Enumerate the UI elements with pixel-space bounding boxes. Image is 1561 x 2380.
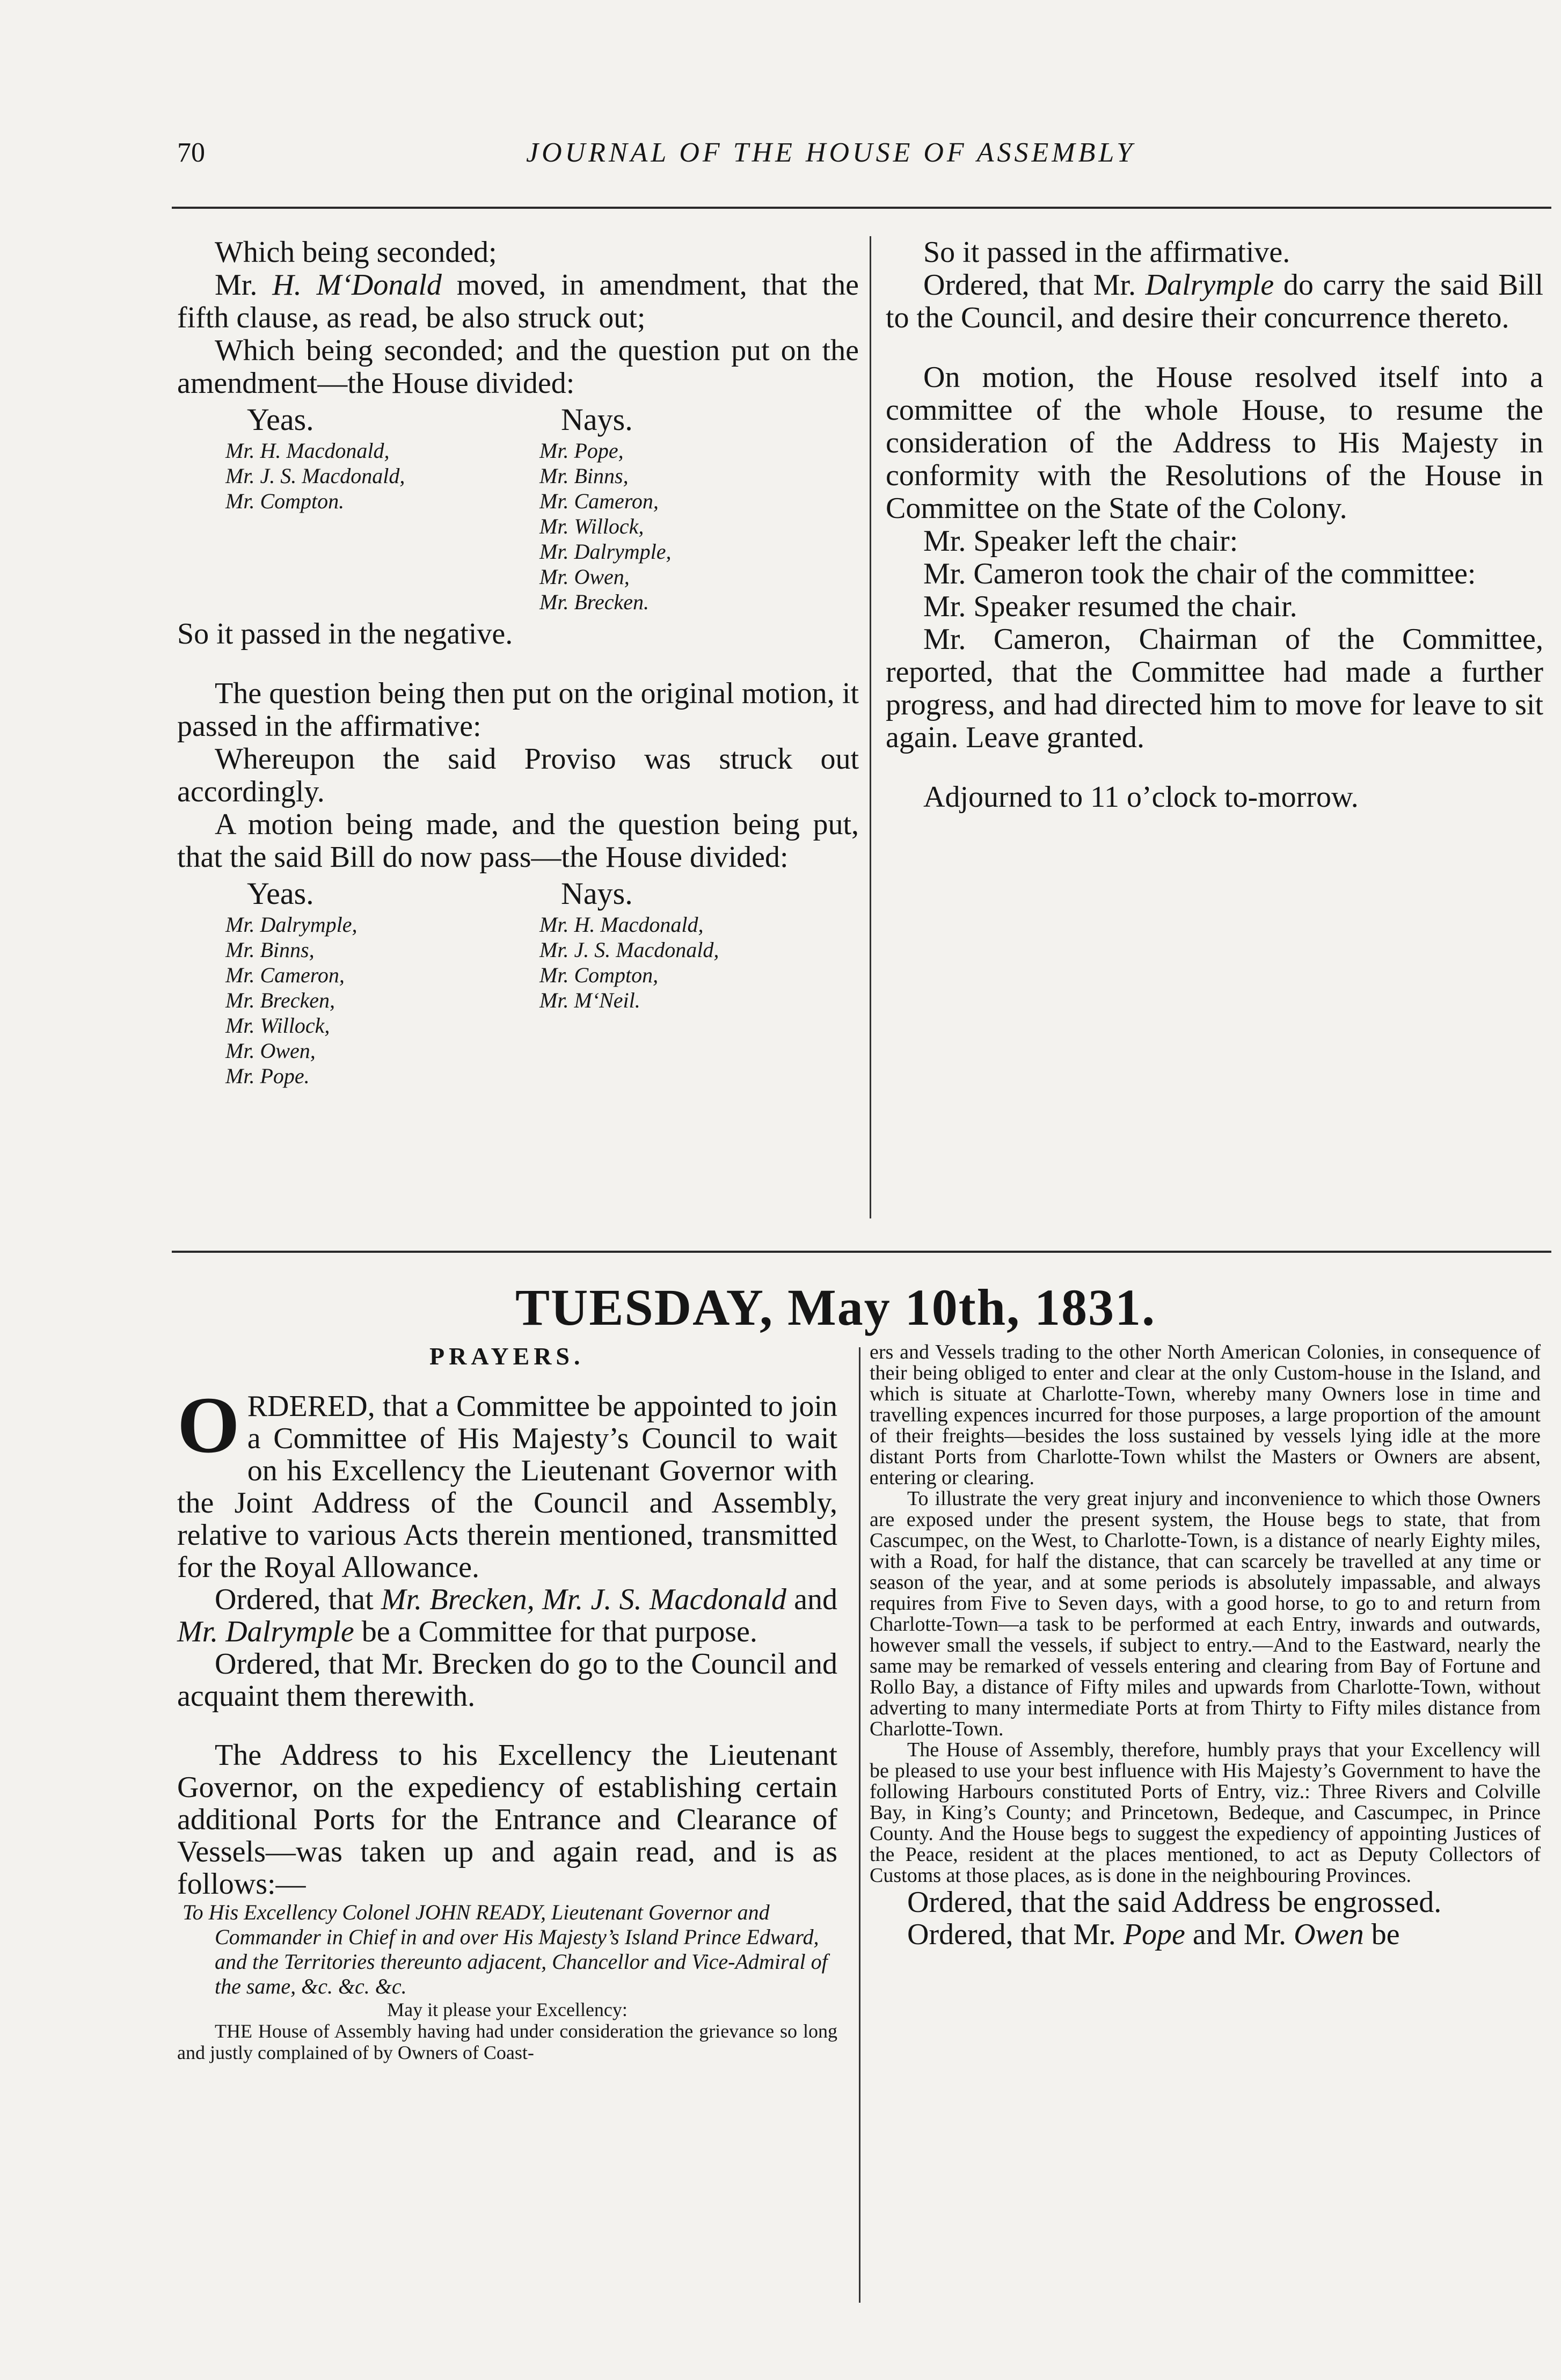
- yeas-names: [177, 912, 518, 1089]
- text: Ordered, that: [215, 1583, 381, 1616]
- member-name: Mr. Owen,: [539, 565, 630, 589]
- text: and: [786, 1583, 838, 1616]
- spacer: [886, 754, 1543, 781]
- member-name: Mr. Owen,: [225, 1039, 316, 1063]
- nays-names: [518, 912, 859, 1013]
- member-name: Mr. Willock,: [225, 1013, 330, 1038]
- section-rule: [172, 1251, 1551, 1253]
- member-name: Mr. H. Macdonald,: [225, 439, 390, 463]
- paragraph: The Address to his Excellency the Lieutenant Governor, on the expediency of establishing certain additional Ports for the Entrance and Clearance of Vessels—was taken up and again read, and is as follows:—: [177, 1739, 837, 1901]
- text: RDERED, that a Committee be appointed to join a Committee of His Majesty’s Council to wait on his Excellency the Lieutenant Governor with the Joint Address of the Council and Assembly, relative to various Acts therein mentioned, transmitted for the Royal Allowance.: [177, 1390, 837, 1584]
- paragraph: Mr. Cameron, Chairman of the Committee, reported, that the Committee had made a further progress, and had directed him to move for leave to sit again. Leave granted.: [886, 623, 1543, 754]
- yeas-label: Yeas.: [247, 876, 314, 911]
- column-divider: [870, 236, 871, 1218]
- yeas-names: [177, 438, 518, 514]
- page-number: 70: [177, 137, 205, 168]
- paragraph: Adjourned to 11 o’clock to-morrow.: [923, 780, 1359, 814]
- paragraph: On motion, the House resolved itself into a committee of the whole House, to resume the consideration of the Address to His Majesty in conformity with the Resolutions of the House in Committee on the State of the Colony.: [886, 361, 1543, 525]
- paragraph: [177, 269, 859, 334]
- paragraph: So it passed in the negative.: [177, 617, 513, 651]
- date-heading: TUESDAY, May 10th, 1831.: [515, 1279, 1156, 1336]
- drop-cap: O: [177, 1381, 240, 1470]
- running-title: JOURNAL OF THE HOUSE OF ASSEMBLY: [526, 137, 1136, 168]
- member-name: Mr. Pope,: [539, 439, 624, 463]
- member-name: H. M‘Donald: [272, 268, 442, 302]
- member-name: Owen: [1294, 1918, 1364, 1951]
- member-name: Mr. Pope.: [225, 1064, 310, 1088]
- member-name: Mr. Compton,: [539, 963, 659, 987]
- prayers-heading: PRAYERS.: [429, 1342, 585, 1370]
- member-name: Mr. H. Macdonald,: [539, 912, 704, 937]
- member-name: Mr. Brecken, Mr. J. S. Macdonald: [381, 1583, 786, 1616]
- text: Ordered, that Mr.: [923, 268, 1146, 302]
- paragraph: A motion being made, and the question being put, that the said Bill do now pass—the House divided:: [177, 808, 859, 874]
- division-list: [177, 877, 859, 1089]
- text: Mr.: [215, 268, 273, 302]
- right-column-lower: [870, 1342, 1541, 1951]
- address-paragraph: THE House of Assembly having had under consideration the grievance so long and justly complained of by Owners of Coast-: [177, 2020, 837, 2063]
- member-name: Dalrymple: [1145, 268, 1274, 302]
- nays-column: [518, 877, 859, 1089]
- column-divider: [859, 1347, 860, 2303]
- paragraph: [177, 1381, 837, 1584]
- paragraph: So it passed in the affirmative.: [923, 236, 1290, 269]
- member-name: Mr. Brecken.: [539, 590, 649, 614]
- text: Ordered, that Mr.: [907, 1918, 1124, 1951]
- text: be: [1363, 1918, 1400, 1951]
- division-list: [177, 403, 859, 615]
- paragraph: Which being seconded; and the question put on the amendment—the House divided:: [177, 334, 859, 400]
- left-column-upper: [177, 236, 859, 1092]
- right-column-upper: [886, 236, 1543, 814]
- header-rule: [172, 207, 1551, 209]
- member-name: Mr. Willock,: [539, 514, 644, 538]
- address-paragraph: To illustrate the very great injury and inconvenience to which those Owners are exposed under the present system, the House begs to state, that from Cascumpec, on the West, to Charlotte-Town, is a distance of nearly Eighty miles, with a Road, for half the distance, that can scarcely be travelled at any time or season of the year, and at some periods is absolutely impassable, and always requires from Five to Seven days, with a good horse, to go to and return from Charlotte-Town—a task to be performed at each Entry, inwards and outwards, however small the vessels, if subject to entry.—And to the Eastward, nearly the same may be remarked of vessels entering and clearing from Bay of Fortune and Rollo Bay, a distance of Fifty miles and upwards from Charlotte-Town, without adverting to many intermediate Ports at from Thirty to Fifty miles distance from Charlotte-Town.: [870, 1487, 1541, 1740]
- spacer: [177, 1712, 837, 1739]
- member-name: Mr. Brecken,: [225, 988, 335, 1012]
- yeas-label: Yeas.: [247, 402, 314, 437]
- member-name: Mr. Binns,: [225, 938, 315, 962]
- paragraph: [177, 1583, 837, 1648]
- nays-label: Nays.: [561, 402, 633, 437]
- may-it-please: May it please your Excellency:: [387, 1999, 628, 2020]
- member-name: Mr. Compton.: [225, 489, 345, 513]
- member-name: Mr. Cameron,: [225, 963, 345, 987]
- salutation: To His Excellency Colonel JOHN READY, Lieutenant Governor and Commander in Chief in and over His Majesty’s Island Prince Edward, and the Territories thereunto adjacent, Chancellor and Vice-Admiral of the same, &c. &c. &c.: [183, 1900, 828, 1998]
- nays-column: [518, 403, 859, 615]
- paragraph: Mr. Speaker resumed the chair.: [923, 590, 1297, 623]
- paragraph: Ordered, that Mr. Brecken do go to the Council and acquaint them therewith.: [177, 1647, 837, 1713]
- member-name: Mr. J. S. Macdonald,: [225, 464, 405, 488]
- text: do carry the said Bill to the Council, and desire their concurrence thereto.: [886, 268, 1543, 334]
- member-name: Mr. Dalrymple: [177, 1615, 354, 1648]
- nays-names: [518, 438, 859, 615]
- left-column-lower: [177, 1381, 838, 2063]
- member-name: Mr. M‘Neil.: [539, 988, 640, 1012]
- spacer: [177, 651, 859, 677]
- member-name: Mr. Cameron,: [539, 489, 659, 513]
- paragraph: Whereupon the said Proviso was struck out accordingly.: [177, 742, 859, 808]
- member-name: Mr. Binns,: [539, 464, 629, 488]
- member-name: Mr. Dalrymple,: [539, 539, 672, 564]
- member-name: Mr. Dalrymple,: [225, 912, 358, 937]
- paragraph: Mr. Cameron took the chair of the committee:: [923, 557, 1476, 590]
- paragraph: Which being seconded;: [215, 236, 497, 269]
- text: and Mr.: [1185, 1918, 1294, 1951]
- spacer: [886, 334, 1543, 361]
- member-name: Pope: [1123, 1918, 1185, 1951]
- paragraph: Mr. Speaker left the chair:: [923, 524, 1238, 558]
- paragraph: [886, 269, 1543, 334]
- text: moved, in amendment, that the fifth clause, as read, be also struck out;: [177, 268, 859, 334]
- paragraph: [870, 1918, 1541, 1951]
- nays-label: Nays.: [561, 876, 633, 911]
- member-name: Mr. J. S. Macdonald,: [539, 938, 719, 962]
- address-paragraph: The House of Assembly, therefore, humbly prays that your Excellency will be pleased to use your best influence with His Majesty’s Government to have the following Harbours constituted Ports of Entry, viz.: Three Rivers and Colville Bay, in King’s County; and Princetown, Bedeque, and Cascumpec, in Prince County. And the House begs to suggest the expediency of appointing Justices of the Peace, resident at the places mentioned, to act as Deputy Collectors of Customs at those places, as is done in the neighbouring Provinces.: [870, 1739, 1541, 1887]
- address-paragraph: ers and Vessels trading to the other North American Colonies, in consequence of their being obliged to enter and clear at the only Custom-house in the Island, and which is situate at Charlotte-Town, whereby many Owners lose in time and travelling expences incurred for those purposes, a large proportion of the amount of their freights—besides the loss sustained by vessels lying idle at the more distant Ports from Charlotte-Town whilst the Masters or Owners are absent, entering or clearing.: [870, 1341, 1541, 1489]
- paragraph: Ordered, that the said Address be engrossed.: [907, 1886, 1442, 1919]
- yeas-column: [177, 403, 518, 615]
- paragraph: The question being then put on the original motion, it passed in the affirmative:: [177, 677, 859, 743]
- text: be a Committee for that purpose.: [354, 1615, 757, 1648]
- yeas-column: [177, 877, 518, 1089]
